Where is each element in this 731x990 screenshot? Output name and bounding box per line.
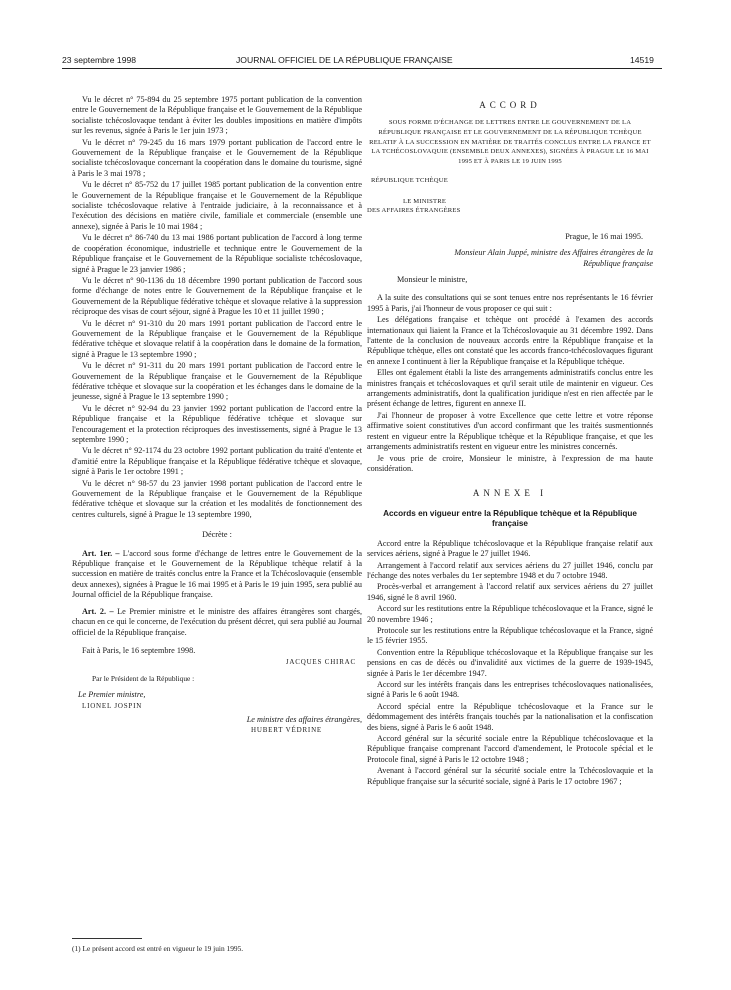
letter-paragraph: A la suite des consultations qui se sont tenues entre nos représentants le 16 février 1995 à Paris, j'ai l'honneur de vous proposer ce qui suit : [367, 293, 653, 313]
article-1-label: Art. 1er. – [82, 548, 120, 558]
footnote-rule [72, 938, 142, 939]
fait-line: Fait à Paris, le 16 septembre 1998. [82, 645, 196, 655]
lieu-date: Prague, le 16 mai 1995. [565, 231, 643, 241]
annexe-subtitle: Accords en vigueur entre la République tchèque et la République française [383, 508, 637, 528]
affaires-etrangeres: DES AFFAIRES ÉTRANGÈRES [367, 207, 461, 215]
premier-ministre-name: LIONEL JOSPIN [82, 701, 143, 710]
ministre-title: Le ministre des affaires étrangères, [246, 714, 362, 724]
annexe-item: Accord sur les intérêts français dans les entreprises tchécoslovaques nationalisées, signé à Paris le 6 août 1948. [367, 680, 653, 700]
footnote: (1) Le présent accord est entré en vigueur le 19 juin 1995. [72, 944, 244, 953]
letter-paragraph: Je vous prie de croire, Monsieur le ministre, à l'expression de ma haute considération. [367, 453, 653, 473]
vu-paragraph: Vu le décret n° 85-752 du 17 juillet 1985 portant publication de la convention entre le Gouvernement de la République française et le Gouvernement de la République socialiste tchécoslovaque relative à l'entraide judiciaire, à la reconnaissance et à l'exécution des décisions en matière civile, familiale et commerciale (ensemble une annexe), signée à Paris le 10 mai 1984 ; [72, 180, 362, 231]
annexe-title: ANNEXE I [472, 488, 548, 499]
letter-paragraph: Les délégations française et tchèque ont procédé à l'examen des accords internationaux qui liaient la France et la Tchécoslovaquie au 31 décembre 1992. Dans l'attente de la conclusion de nouveaux accords entre la République française et la République tchèque, elles ont constaté que les accords franco-tchécoslovaques figurant en annexe I continuent à lier la République française et la République tchèque. [367, 315, 653, 366]
vu-paragraph: Vu le décret n° 91-310 du 20 mars 1991 portant publication de l'accord entre le Gouvernement de la République française et le Gouvernement de la République fédérative tchèque et slovaque relatif à la coopération dans le domaine de la formation, signé à Prague le 13 septembre 1990 ; [72, 318, 362, 359]
vu-paragraph: Vu le décret n° 92-94 du 23 janvier 1992 portant publication de l'accord entre la République française et la République fédérative tchèque et slovaque sur l'encouragement et la protection réciproques des investissements, signé à Prague le 13 septembre 1990 ; [72, 403, 362, 444]
vu-paragraph: Vu le décret n° 91-311 du 20 mars 1991 portant publication de l'accord entre le Gouvernement de la République française et le Gouvernement de la République fédérative tchèque et slovaque sur la coopération et les échanges dans le domaine de la jeunesse, signé à Prague le 13 septembre 1990 ; [72, 361, 362, 402]
le-ministre: LE MINISTRE [403, 197, 447, 205]
vu-paragraph: Vu le décret n° 90-1136 du 18 décembre 1990 portant publication de l'accord sous forme d'échange de notes entre le Gouvernement de la République française et le Gouvernement de la République fédérative tchèque et slovaque relative à la suppression réciproque des visas de court séjour, signé à Prague les 10 et 11 juillet 1990 ; [72, 275, 362, 317]
vu-paragraph: Vu le décret n° 92-1174 du 23 octobre 1992 portant publication du traité d'entente et d'amitié entre la République française et la République fédérative tchèque et slovaque, signé à Paris le 1er octobre 1991 ; [72, 446, 362, 477]
annexe-item: Arrangement à l'accord relatif aux services aériens du 27 juillet 1946, conclu par l'échange des notes verbales du 1er septembre 1948 et du 7 octobre 1948. [367, 560, 653, 580]
header-page-number: 14519 [630, 55, 654, 65]
vu-paragraph: Vu le décret n° 75-894 du 25 septembre 1975 portant publication de la convention entre le Gouvernement de la République française et le Gouvernement de la République socialiste tchécoslovaque tendant à éviter les doubles impositions en matière d'impôts sur les revenus, signée à Paris le 1er juin 1973 ; [72, 95, 362, 136]
right-column [367, 100, 653, 788]
accord-title: ACCORD [479, 100, 541, 110]
accord-subtitle: SOUS FORME D'ÉCHANGE DE LETTRES ENTRE LE GOUVERNEMENT DE LA RÉPUBLIQUE FRANÇAISE ET LE GOUVERNEMENT DE LA RÉPUBLIQUE TCHÈQUE RELATIF À LA SUCCESSION EN MATIÈRE DE TRAITÉS CONCLUS ENTRE LA FRANCE ET LA TCHÉCOSLOVAQUIE (ENSEMBLE DEUX ANNEXES), SIGNÉES À PRAGUE LE 16 MAI 1995 ET À PARIS LE 19 JUIN 1995 [369, 119, 651, 165]
vu-paragraph: Vu le décret n° 98-57 du 23 janvier 1998 portant publication de l'accord entre le Gouvernement de la République française et le Gouvernement de la République fédérative tchèque et slovaque sur la création et les modalités de fonctionnement des centres culturels, signé à Prague le 13 septembre 1990, [72, 478, 362, 519]
president-signature: JACQUES CHIRAC [285, 658, 356, 667]
ministre-block [367, 197, 653, 216]
article-2-label: Art. 2. – [82, 606, 114, 616]
article-1 [72, 549, 362, 601]
article-1-text: L'accord sous forme d'échange de lettres entre le Gouvernement de la République française et le Gouvernement de la République tchèque relatif à la succession en matière de traités conclus entre la France et la Tchécoslovaquie (ensemble deux annexes), signées à Prague le 16 mai 1995 et à Paris le 19 juin 1995, sera publié au Journal officiel de la République française. [72, 548, 362, 600]
letter-paragraph: Elles ont également établi la liste des arrangements administratifs conclus entre les ministres français et tchécoslovaques et qu'il serait utile de maintenir en vigueur. Ces arrangements administratifs, dont la qualification juridique n'est en rien affectée par le présent échange de lettres, figurent en annexe II. [367, 368, 653, 409]
annexe-item: Accord général sur la sécurité sociale entre la République tchécoslovaque et la République française comprenant l'accord d'amendement, le Protocole spécial et le Protocole final, signé à Paris le 12 octobre 1948 ; [367, 734, 653, 764]
destinataire: Monsieur Alain Juppé, ministre des Affaires étrangères de la République française [454, 248, 653, 268]
ministre-name: HUBERT VÉDRINE [251, 726, 322, 735]
salutation: Monsieur le ministre, [397, 275, 468, 284]
annexe-item: Accord entre la République tchécoslovaque et la République française relatif aux services aériens, signé à Prague le 27 juillet 1946. [367, 538, 653, 559]
decrete-heading: Décrète : [202, 530, 232, 540]
annexe-item: Procès-verbal et arrangement à l'accord relatif aux services aériens du 27 juillet 1946, signé le 8 avril 1960. [367, 582, 653, 602]
annexe-item: Accord spécial entre la République tchécoslovaque et la France sur le dédommagement des intérêts français touchés par la nationalisation et la confiscation des biens, signé à Paris le 6 août 1948. [367, 701, 653, 732]
letter-paragraph: J'ai l'honneur de proposer à votre Excellence que cette lettre et votre réponse affirmative soient constitutives d'un accord confirmant que les traités susmentionnés restent en vigueur entre la République tchèque et la République française, et que les arrangements administratifs restent en vigueur entre les ministres concernés. [367, 410, 653, 452]
republique-tcheque: RÉPUBLIQUE TCHÈQUE [371, 177, 448, 185]
header-date: 23 septembre 1998 [62, 55, 137, 65]
vu-paragraph: Vu le décret n° 86-740 du 13 mai 1986 portant publication de l'accord à long terme de coopération économique, industrielle et technique entre le Gouvernement de la République française et le Gouvernement de la République socialiste tchécoslovaque, signé à Prague le 23 janvier 1986 ; [72, 233, 362, 274]
left-column [72, 95, 362, 736]
vu-paragraph: Vu le décret n° 79-245 du 16 mars 1979 portant publication de l'accord entre le Gouvernement de la République française et le Gouvernement de la République socialiste tchécoslovaque concernant la coopération dans le domaine du tourisme, signé à Paris le 3 mai 1978 ; [72, 137, 362, 178]
header-journal-title: JOURNAL OFFICIEL DE LA RÉPUBLIQUE FRANÇAISE [236, 55, 453, 65]
annexe-item: Protocole sur les restitutions entre la République tchécoslovaque et la France, signé le 15 février 1955. [367, 625, 653, 646]
annexe-item: Avenant à l'accord général sur la sécurité sociale entre la Tchécoslovaquie et la République française sur la sécurité sociale, signé à Paris le 17 octobre 1967 ; [367, 766, 653, 786]
premier-ministre-title: Le Premier ministre, [78, 690, 146, 700]
header-rule [62, 68, 662, 69]
par-le-president: Par le Président de la République : [92, 673, 195, 683]
annexe-item: Accord sur les restitutions entre la République tchécoslovaque et la France, signé le 20 novembre 1946 ; [367, 604, 653, 624]
article-2 [72, 607, 362, 638]
article-2-text: Le Premier ministre et le ministre des affaires étrangères sont chargés, chacun en ce qui le concerne, de l'exécution du présent décret, qui sera publié au Journal officiel de la République française. [72, 606, 362, 637]
annexe-item: Convention entre la République tchécoslovaque et la République française sur les pensions en cas de décès ou d'invalidité aux victimes de la guerre de 1939-1945, signée à Paris le 1er décembre 1947. [367, 647, 653, 678]
